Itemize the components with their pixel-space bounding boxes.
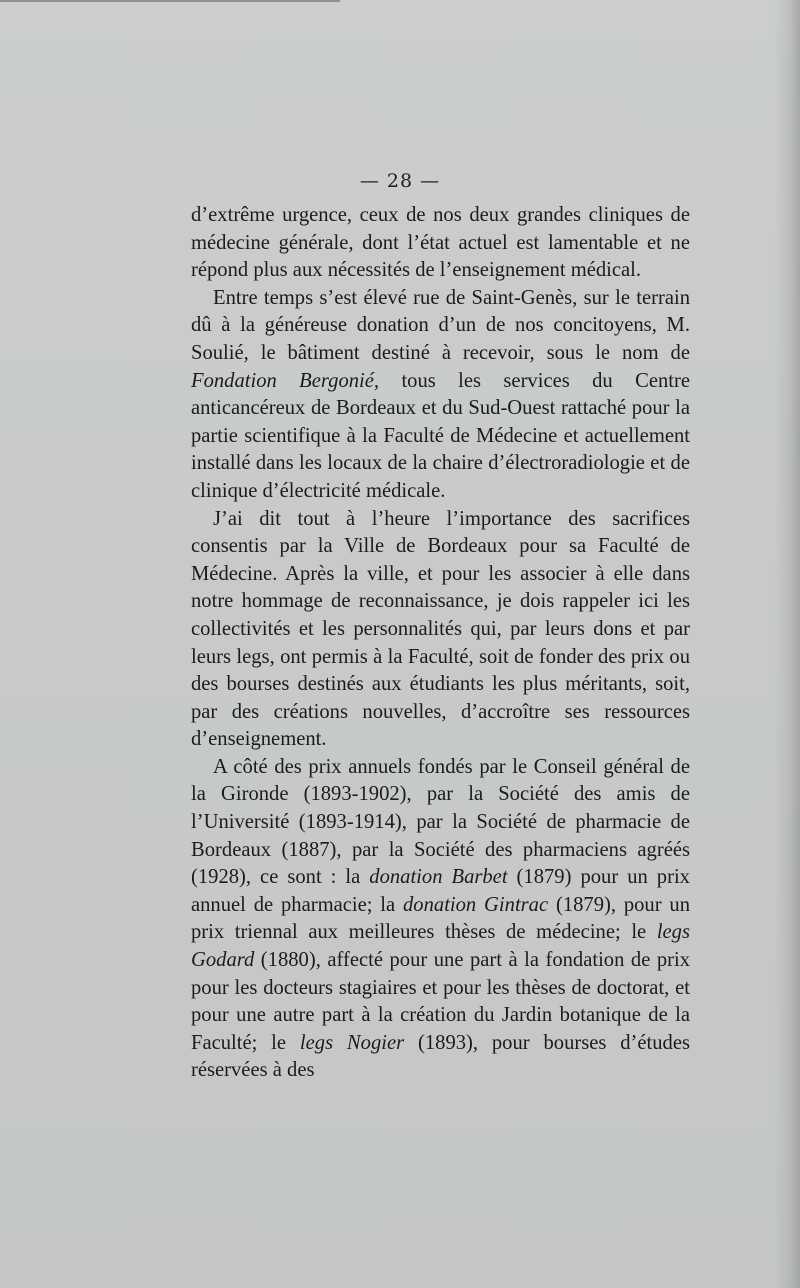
paragraph-4-run-4: donation Gintrac: [403, 893, 549, 916]
paragraph-4-run-2: donation Barbet: [369, 866, 508, 889]
paragraph-2-run-3: tous les services du Centre anticancéreux de Bordeaux et du Sud-Ouest rattaché pour la partie scientifique à la Faculté de Médecine et actuellement installé dans les locaux de la chaire d’électroradiologie et de clinique d’électricité médicale.: [191, 369, 690, 502]
paragraph-3: [191, 506, 690, 754]
paragraph-2-run-1: Entre temps s’est élevé rue de Saint-Genès, sur le terrain dû à la généreuse donation d’un de nos concitoyens, M. Soulié, le bâtiment destiné à recevoir, sous le nom de: [191, 286, 690, 364]
paragraph-1-run-1: d’extrême urgence, ceux de nos deux grandes cliniques de médecine générale, dont l’état actuel est lamentable et ne répond plus aux nécessités de l’enseignement médical.: [191, 204, 690, 282]
paragraph-4: [191, 754, 690, 1085]
paragraph-4-run-9: (1893), pour bourses d’études réservées à des: [191, 1031, 691, 1082]
body-text: [191, 202, 690, 1085]
page-top-edge: [0, 0, 340, 2]
paragraph-4-run-8: legs Nogier: [299, 1031, 405, 1054]
page-number: — 28 —: [359, 170, 441, 192]
paragraph-4-run-5: (1879), pour un prix triennal aux meilleures thèses de médecine; le: [191, 893, 691, 944]
paragraph-4-run-3: (1879) pour un prix annuel de pharmacie; la: [191, 866, 690, 916]
paragraph-4-run-7: (1880), affecté pour une part à la fondation de prix pour les docteurs stagiaires et pour les thèses de doctorat, et pour une autre part à la création du Jardin botanique de la Faculté; le: [191, 949, 690, 1054]
page-right-edge-shadow: [774, 0, 800, 1288]
paragraph-3-run-1: J’ai dit tout à l’heure l’importance des sacrifices consentis par la Ville de Bordeaux pour sa Faculté de Médecine. Après la ville, et pour les associer à elle dans notre hommage de reconnaissance, je dois rappeler ici les collectivités et les personnalités qui, par leurs dons et par leurs legs, ont permis à la Faculté, soit de fonder des prix ou des bourses destinés aux étudiants les plus méritants, soit, par des créations nouvelles, d’accroître ses ressources d’enseignement.: [191, 507, 690, 751]
paragraph-4-run-1: A côté des prix annuels fondés par le Conseil général de la Gironde (1893-1902), par la Société des amis de l’Université (1893-1914), par la Société de pharmacie de Bordeaux (1887), par la Société des pharmaciens agréés (1928), ce sont : la: [191, 755, 690, 889]
paragraph-1: [191, 202, 690, 285]
paragraph-2-run-2: Fondation Bergonié,: [191, 369, 380, 392]
paragraph-4-run-6: legs Godard: [191, 921, 690, 972]
paragraph-2: [191, 285, 690, 506]
